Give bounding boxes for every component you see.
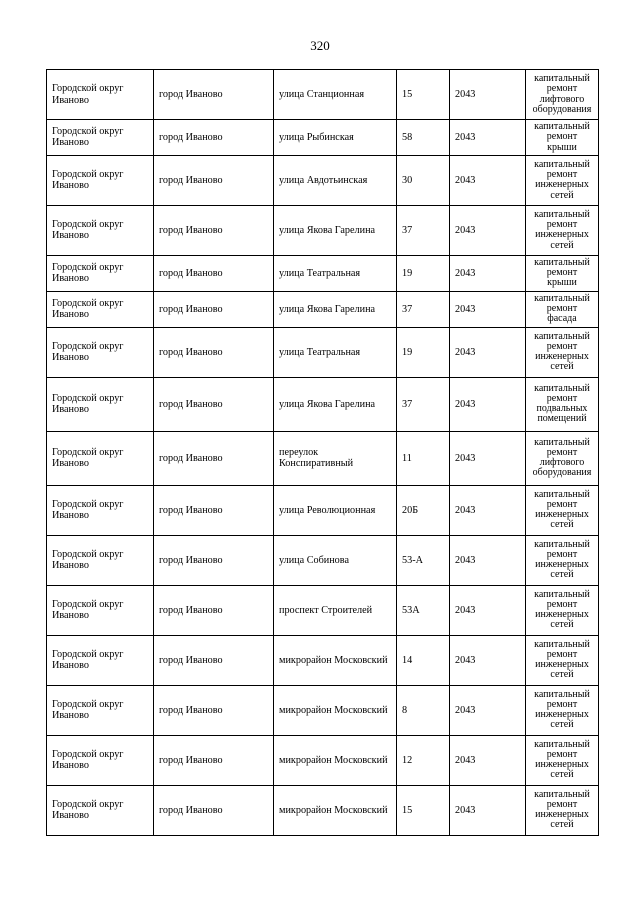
district-cell: Городской округ Иваново — [47, 685, 154, 735]
year-cell: 2043 — [450, 255, 526, 291]
year-cell: 2043 — [450, 431, 526, 485]
city-cell: город Иваново — [154, 327, 274, 377]
house-number-cell: 20Б — [397, 485, 450, 535]
district-cell: Городской округ Иваново — [47, 327, 154, 377]
district-cell: Городской округ Иваново — [47, 255, 154, 291]
house-number-cell: 53-А — [397, 535, 450, 585]
house-number-cell: 37 — [397, 291, 450, 327]
house-number-cell: 8 — [397, 685, 450, 735]
city-cell: город Иваново — [154, 70, 274, 120]
district-cell: Городской округ Иваново — [47, 635, 154, 685]
table-row — [47, 255, 599, 291]
year-cell: 2043 — [450, 735, 526, 785]
house-number-cell: 19 — [397, 327, 450, 377]
work-type-text: капитальный ремонт инженерных сетей — [534, 738, 590, 781]
table-row — [47, 685, 599, 735]
work-type-cell — [526, 785, 599, 835]
street-cell: проспект Строителей — [274, 585, 397, 635]
street-cell: улица Революционная — [274, 485, 397, 535]
city-cell: город Иваново — [154, 535, 274, 585]
city-cell: город Иваново — [154, 120, 274, 156]
table-row — [47, 735, 599, 785]
year-cell: 2043 — [450, 485, 526, 535]
street-cell: улица Театральная — [274, 255, 397, 291]
street-cell: микрорайон Московский — [274, 635, 397, 685]
table-row — [47, 120, 599, 156]
year-cell: 2043 — [450, 585, 526, 635]
year-cell: 2043 — [450, 535, 526, 585]
table-row — [47, 431, 599, 485]
work-type-text: капитальный ремонт инженерных сетей — [534, 158, 590, 201]
year-cell: 2043 — [450, 120, 526, 156]
house-number-cell: 30 — [397, 155, 450, 205]
year-cell: 2043 — [450, 291, 526, 327]
work-type-text: капитальный ремонт инженерных сетей — [534, 208, 590, 251]
street-cell: улица Театральная — [274, 327, 397, 377]
table-body — [47, 70, 599, 836]
street-cell: улица Собинова — [274, 535, 397, 585]
city-cell: город Иваново — [154, 291, 274, 327]
work-type-text: капитальный ремонт крыши — [534, 256, 590, 289]
work-type-text: капитальный ремонт инженерных сетей — [534, 588, 590, 631]
street-cell: улица Авдотьинская — [274, 155, 397, 205]
work-type-cell — [526, 685, 599, 735]
street-cell: переулок Конспиративный — [274, 431, 397, 485]
house-number-cell: 37 — [397, 377, 450, 431]
city-cell: город Иваново — [154, 485, 274, 535]
year-cell: 2043 — [450, 785, 526, 835]
table-row — [47, 635, 599, 685]
work-type-cell — [526, 635, 599, 685]
work-type-cell — [526, 291, 599, 327]
district-cell: Городской округ Иваново — [47, 785, 154, 835]
table-row — [47, 377, 599, 431]
district-cell: Городской округ Иваново — [47, 735, 154, 785]
work-type-cell — [526, 585, 599, 635]
city-cell: город Иваново — [154, 377, 274, 431]
year-cell: 2043 — [450, 327, 526, 377]
district-cell: Городской округ Иваново — [47, 585, 154, 635]
work-type-text: капитальный ремонт лифтового оборудования — [532, 436, 592, 479]
district-cell: Городской округ Иваново — [47, 485, 154, 535]
work-type-cell — [526, 431, 599, 485]
house-number-cell: 14 — [397, 635, 450, 685]
district-cell: Городской округ Иваново — [47, 291, 154, 327]
city-cell: город Иваново — [154, 255, 274, 291]
work-type-cell — [526, 205, 599, 255]
city-cell: город Иваново — [154, 431, 274, 485]
street-cell: микрорайон Московский — [274, 785, 397, 835]
work-type-cell — [526, 327, 599, 377]
page-number: 320 — [310, 38, 330, 53]
work-type-text: капитальный ремонт лифтового оборудования — [532, 72, 592, 115]
street-cell: улица Рыбинская — [274, 120, 397, 156]
district-cell: Городской округ Иваново — [47, 120, 154, 156]
city-cell: город Иваново — [154, 785, 274, 835]
house-number-cell: 58 — [397, 120, 450, 156]
work-type-text: капитальный ремонт инженерных сетей — [534, 330, 590, 373]
street-cell: микрорайон Московский — [274, 735, 397, 785]
work-type-cell — [526, 120, 599, 156]
street-cell: улица Станционная — [274, 70, 397, 120]
table-row — [47, 585, 599, 635]
table-row — [47, 535, 599, 585]
work-type-cell — [526, 70, 599, 120]
work-type-text: капитальный ремонт инженерных сетей — [534, 538, 590, 581]
work-type-cell — [526, 535, 599, 585]
year-cell: 2043 — [450, 155, 526, 205]
street-cell: микрорайон Московский — [274, 685, 397, 735]
work-type-text: капитальный ремонт подвальных помещений — [534, 382, 590, 425]
work-type-cell — [526, 485, 599, 535]
year-cell: 2043 — [450, 685, 526, 735]
work-type-cell — [526, 735, 599, 785]
city-cell: город Иваново — [154, 205, 274, 255]
house-number-cell: 15 — [397, 785, 450, 835]
repair-schedule-table — [46, 69, 599, 836]
street-cell: улица Якова Гарелина — [274, 377, 397, 431]
city-cell: город Иваново — [154, 585, 274, 635]
year-cell: 2043 — [450, 635, 526, 685]
year-cell: 2043 — [450, 377, 526, 431]
house-number-cell: 53А — [397, 585, 450, 635]
street-cell: улица Якова Гарелина — [274, 205, 397, 255]
work-type-text: капитальный ремонт крыши — [534, 121, 590, 153]
work-type-text: капитальный ремонт фасада — [534, 292, 590, 325]
table-row — [47, 327, 599, 377]
work-type-cell — [526, 155, 599, 205]
table-row — [47, 155, 599, 205]
work-type-text: капитальный ремонт инженерных сетей — [534, 638, 590, 681]
district-cell: Городской округ Иваново — [47, 377, 154, 431]
work-type-cell — [526, 377, 599, 431]
district-cell: Городской округ Иваново — [47, 535, 154, 585]
street-cell: улица Якова Гарелина — [274, 291, 397, 327]
year-cell: 2043 — [450, 70, 526, 120]
work-type-text: капитальный ремонт инженерных сетей — [534, 688, 590, 731]
district-cell: Городской округ Иваново — [47, 431, 154, 485]
table-row — [47, 785, 599, 835]
city-cell: город Иваново — [154, 155, 274, 205]
city-cell: город Иваново — [154, 685, 274, 735]
table-row — [47, 205, 599, 255]
district-cell: Городской округ Иваново — [47, 155, 154, 205]
district-cell: Городской округ Иваново — [47, 205, 154, 255]
work-type-text: капитальный ремонт инженерных сетей — [534, 488, 590, 531]
house-number-cell: 15 — [397, 70, 450, 120]
house-number-cell: 12 — [397, 735, 450, 785]
city-cell: город Иваново — [154, 635, 274, 685]
house-number-cell: 19 — [397, 255, 450, 291]
district-cell: Городской округ Иваново — [47, 70, 154, 120]
table-row — [47, 291, 599, 327]
table-row — [47, 485, 599, 535]
work-type-text: капитальный ремонт инженерных сетей — [534, 788, 590, 831]
city-cell: город Иваново — [154, 735, 274, 785]
work-type-cell — [526, 255, 599, 291]
year-cell: 2043 — [450, 205, 526, 255]
house-number-cell: 37 — [397, 205, 450, 255]
house-number-cell: 11 — [397, 431, 450, 485]
table-row — [47, 70, 599, 120]
